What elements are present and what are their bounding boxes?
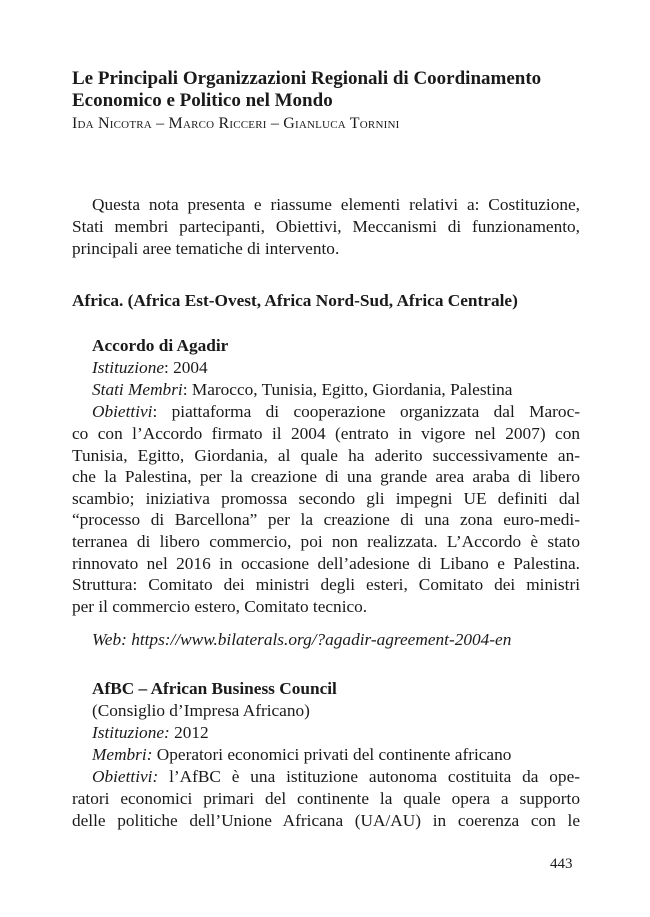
text-line: scambio; iniziativa promossa secondo gli impegni UE definiti dal [72, 488, 580, 508]
field-label: Istituzione [92, 358, 165, 377]
field-istituzione [92, 357, 580, 379]
obiettivi-text [72, 788, 580, 831]
text-line: delle politiche dell’Unione Africana (UA/AU) in coerenza con le [72, 810, 580, 830]
field-label: Stati Membri [92, 380, 183, 399]
field-value: : piattaforma di cooperazione organizzata dal Maroc- [152, 402, 580, 421]
text-line: ratori economici primari del continente la quale opera a supporto [72, 789, 580, 808]
entry-subtitle: (Consiglio d’Impresa Africano) [92, 701, 310, 720]
text-line: co con l’Accordo firmato il 2004 (entrato in vigore nel 2007) con [72, 424, 580, 443]
field-obiettivi [92, 401, 580, 423]
title-line: Le Principali Organizzazioni Regionali di Coordinamento [72, 68, 542, 89]
page-number: 443 [550, 856, 573, 872]
text-line: Questa nota presenta e riassume elementi relativi a: Costituzione, [92, 195, 580, 214]
text-line: Tunisia, Egitto, Giordania, al quale ha aderito successivamente an- [72, 445, 580, 465]
field-istituzione [92, 722, 580, 744]
field-value: l’AfBC è una istituzione autonoma costituita da ope- [158, 767, 580, 786]
field-value: : Marocco, Tunisia, Egitto, Giordania, Palestina [182, 380, 513, 399]
entry-name: Accordo di Agadir [92, 336, 229, 355]
title-line: Economico e Politico nel Mondo [72, 90, 333, 111]
field-value: 2012 [169, 723, 209, 742]
document-title [72, 68, 580, 112]
text-line: terranea di libero commercio, poi non realizzata. L’Accordo è stato [72, 531, 580, 551]
text-line: “processo di Barcellona” per la creazione di una zona euro-medi- [72, 510, 580, 530]
text-line: Struttura: Comitato dei ministri degli esteri, Comitato dei ministri [72, 575, 580, 595]
text-line: rinnovato nel 2016 in occasione dell’adesione di Libano e Palestina. [72, 553, 580, 573]
section-heading: Africa. (Africa Est-Ovest, Africa Nord-Sud, Africa Centrale) [72, 291, 518, 310]
field-stati-membri [92, 379, 580, 401]
field-value: Operatori economici privati del continente africano [152, 745, 512, 764]
text-line: che la Palestina, per la creazione di una grande area araba di libero [72, 467, 580, 487]
field-obiettivi [92, 766, 580, 788]
field-membri [92, 744, 580, 766]
text-line: Stati membri partecipanti, Obiettivi, Meccanismi di funzionamento, [72, 217, 580, 236]
field-value: : 2004 [164, 358, 208, 377]
entry-name: AfBC – African Business Council [92, 679, 337, 698]
field-label: Obiettivi: [92, 767, 159, 786]
authors: Ida Nicotra – Marco Ricceri – Gianluca Tornini [72, 115, 400, 132]
field-label: Obiettivi [92, 402, 153, 421]
obiettivi-text [72, 423, 580, 617]
field-label: Istituzione: [92, 723, 170, 742]
web-link[interactable]: Web: https://www.bilaterals.org/?agadir-agreement-2004-en [92, 630, 512, 649]
text-line: per il commercio estero, Comitato tecnico. [72, 596, 368, 616]
text-line: principali aree tematiche di intervento. [72, 239, 340, 258]
field-label: Membri: [92, 745, 153, 764]
